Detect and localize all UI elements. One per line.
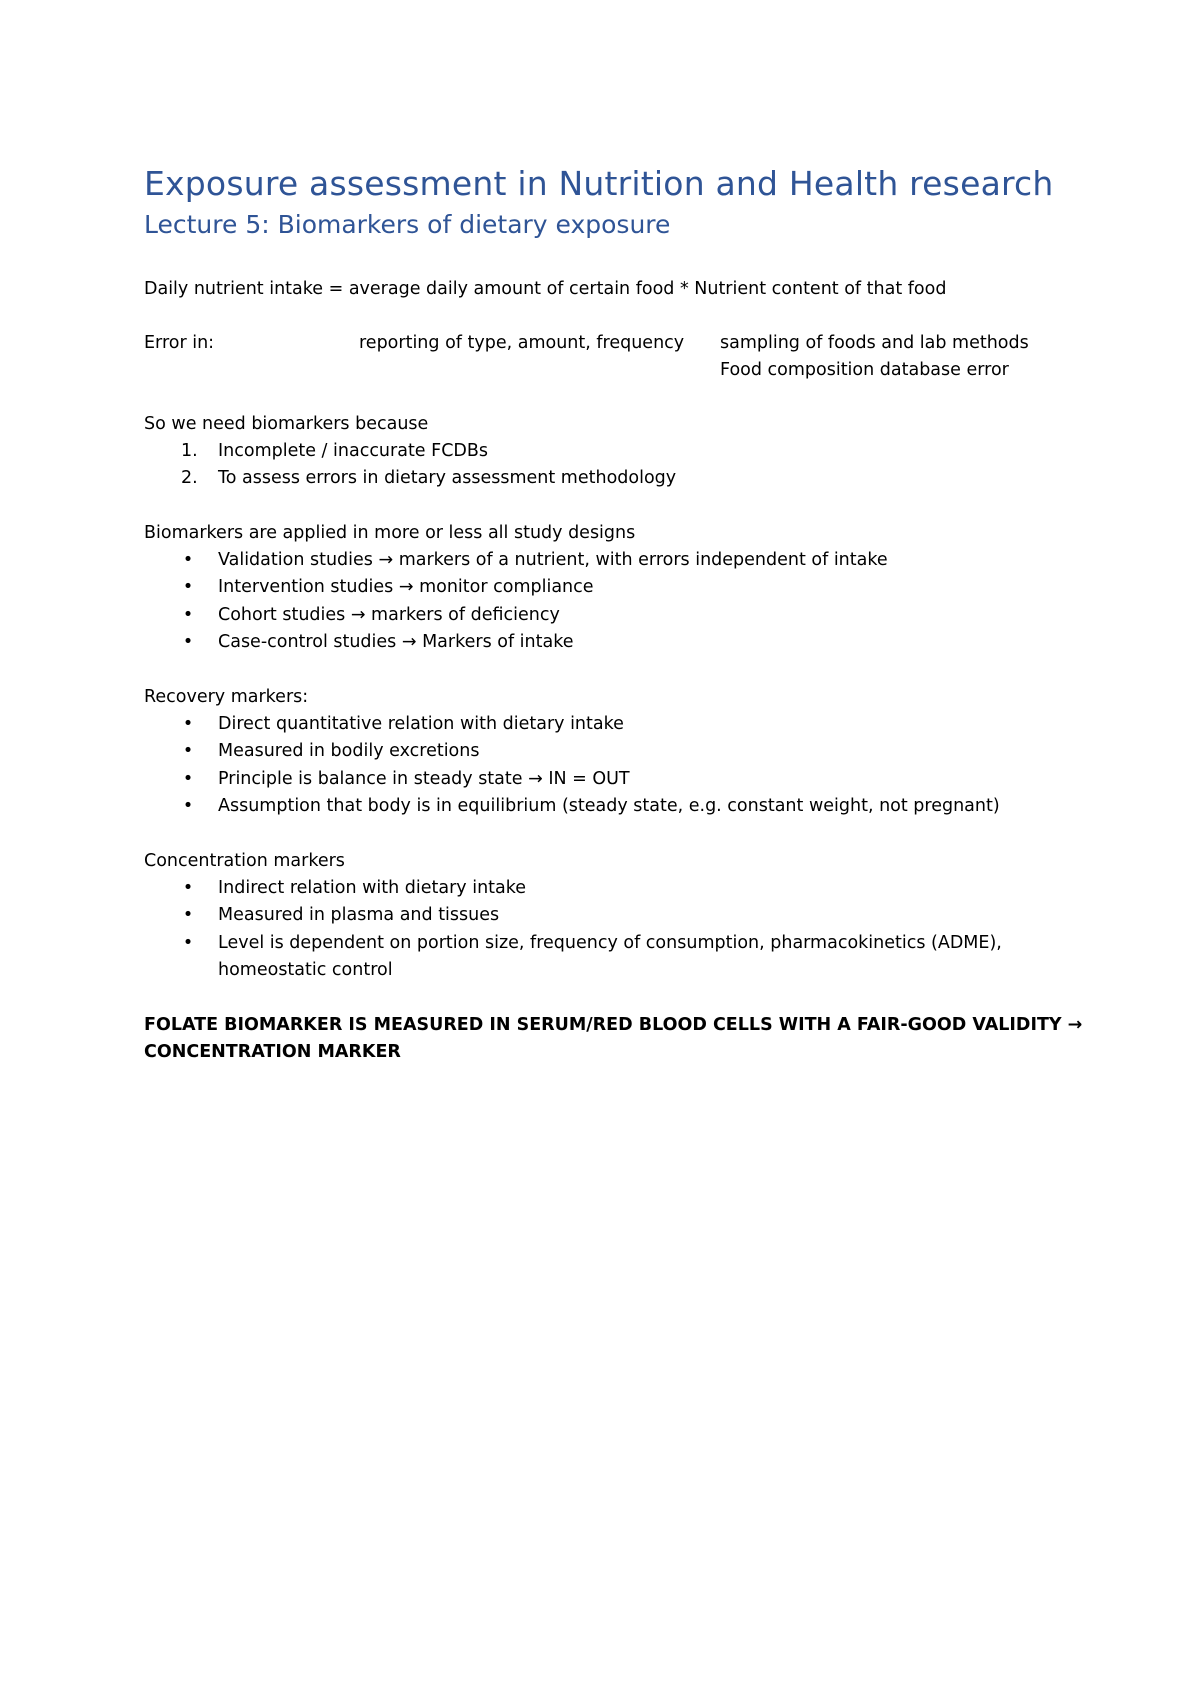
list-item: Measured in plasma and tissues: [218, 905, 500, 925]
list-item: Validation studies → markers of a nutrient, with errors independent of intake: [218, 550, 888, 570]
bullet-icon: •: [182, 878, 194, 898]
list-item: Cohort studies → markers of deficiency: [218, 605, 560, 625]
bullet-icon: •: [182, 796, 194, 816]
list-item: Direct quantitative relation with dietary intake: [218, 714, 624, 734]
bullet-icon: •: [182, 933, 194, 953]
list-item: Incomplete / inaccurate FCDBs: [218, 441, 489, 461]
bullet-icon: •: [182, 905, 194, 925]
recovery-intro: Recovery markers:: [144, 687, 309, 707]
concentration-intro: Concentration markers: [144, 851, 345, 871]
bullet-icon: •: [182, 769, 194, 789]
error-column-1: reporting of type, amount, frequency: [359, 333, 685, 353]
list-item: Case-control studies → Markers of intake: [218, 632, 574, 652]
conclusion-line-2: CONCENTRATION MARKER: [144, 1042, 401, 1062]
list-item: Level is dependent on portion size, frequency of consumption, pharmacokinetics (ADME),: [218, 933, 1002, 953]
list-item: Indirect relation with dietary intake: [218, 878, 527, 898]
bullet-icon: •: [182, 605, 194, 625]
list-item: To assess errors in dietary assessment methodology: [218, 468, 677, 488]
bullet-icon: •: [182, 741, 194, 761]
bullet-icon: •: [182, 632, 194, 652]
list-item-continuation: homeostatic control: [218, 960, 393, 980]
list-number: 1.: [181, 441, 198, 461]
formula-line: Daily nutrient intake = average daily amount of certain food * Nutrient content of that food: [144, 279, 947, 299]
error-column-2-line-2: Food composition database error: [720, 360, 1009, 380]
bullet-icon: •: [182, 714, 194, 734]
error-label: Error in:: [144, 333, 215, 353]
need-intro: So we need biomarkers because: [144, 414, 429, 434]
applied-intro: Biomarkers are applied in more or less all study designs: [144, 523, 636, 543]
bullet-icon: •: [182, 577, 194, 597]
list-item: Measured in bodily excretions: [218, 741, 480, 761]
list-item: Intervention studies → monitor compliance: [218, 577, 594, 597]
list-item: Principle is balance in steady state → IN = OUT: [218, 769, 630, 789]
document-subtitle: Lecture 5: Biomarkers of dietary exposure: [144, 210, 671, 239]
error-column-2-line-1: sampling of foods and lab methods: [720, 333, 1029, 353]
list-item: Assumption that body is in equilibrium (steady state, e.g. constant weight, not pregnant): [218, 796, 1000, 816]
bullet-icon: •: [182, 550, 194, 570]
list-number: 2.: [181, 468, 198, 488]
conclusion-line-1: FOLATE BIOMARKER IS MEASURED IN SERUM/RED BLOOD CELLS WITH A FAIR-GOOD VALIDITY →: [144, 1015, 1083, 1035]
document-title: Exposure assessment in Nutrition and Health research: [144, 164, 1054, 203]
